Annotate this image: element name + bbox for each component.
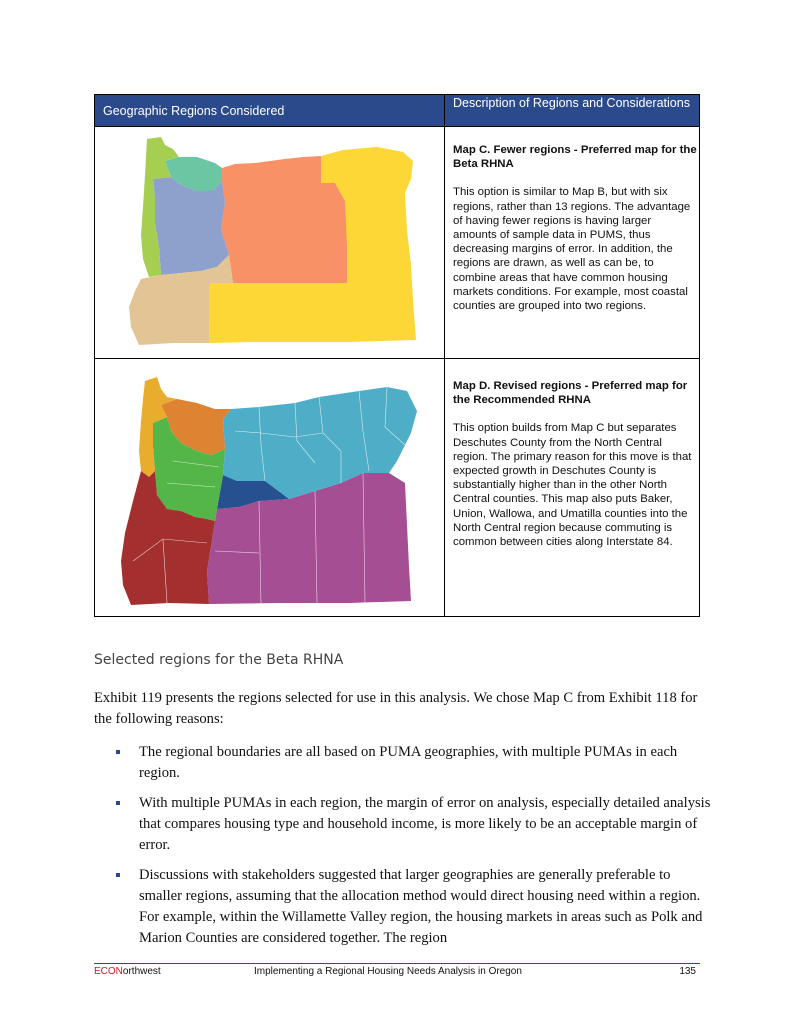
map-c-oregon-regions [125, 135, 425, 355]
table-header [95, 95, 699, 126]
list-item: The regional boundaries are all based on PUMA geographies, with multiple PUMAs in each region. [94, 742, 714, 784]
footer-doc-title: Implementing a Regional Housing Needs Analysis in Oregon [254, 966, 522, 977]
header-geographic-regions: Geographic Regions Considered [103, 104, 285, 118]
header-description: Description of Regions and Considerations [453, 96, 690, 110]
map-c-region-willamette [153, 177, 229, 275]
footer-brand: ECONorthwest [94, 966, 161, 977]
row-divider [95, 126, 699, 127]
map-c-title: Map C. Fewer regions - Preferred map for the Beta RHNA [453, 144, 697, 171]
map-d-description [453, 379, 697, 563]
map-d-body: This option builds from Map C but separates Deschutes County from the North Central region. The primary reason for this move is that expected growth in Deschutes County is substantially higher than in the other North Central counties. This map also puts Baker, Union, Wallowa, and Umatilla counties into the North Central region because commuting is common between cities along Interstate 84. [453, 422, 692, 549]
regions-table [94, 94, 700, 617]
bullet-icon [116, 750, 120, 754]
bullet-icon [116, 873, 120, 877]
map-c-body: This option is similar to Map B, but with six regions, rather than 13 regions. The advantage of having fewer regions is having larger amounts of sample data in PUMS, thus decreasing margins of error. In addition, the regions are drawn, as well as can be, to combine areas that have common housing markets conditions. For example, most coastal counties are grouped into two regions. [453, 186, 691, 313]
map-d-oregon-regions [119, 371, 425, 611]
reasons-list [94, 742, 714, 958]
column-divider [444, 95, 445, 616]
page-number: 135 [679, 966, 696, 977]
map-d-title: Map D. Revised regions - Preferred map for the Recommended RHNA [453, 380, 688, 407]
map-c-description [453, 143, 697, 327]
list-item: With multiple PUMAs in each region, the margin of error on analysis, especially detailed analysis that compares housing type and household income, is more likely to be an acceptable margin of error. [94, 793, 714, 856]
row-divider [95, 358, 699, 359]
section-title: Selected regions for the Beta RHNA [94, 652, 344, 668]
intro-paragraph: Exhibit 119 presents the regions selected for use in this analysis. We chose Map C from Exhibit 118 for the following reasons: [94, 690, 698, 727]
bullet-icon [116, 801, 120, 805]
list-item: Discussions with stakeholders suggested that larger geographies are generally preferable to smaller regions, assuming that the allocation method would direct housing need within a region. For example, within the Willamette Valley region, the housing markets in areas such as Polk and Marion Counties are considered together. The region [94, 865, 714, 949]
footer-rule [94, 963, 700, 964]
